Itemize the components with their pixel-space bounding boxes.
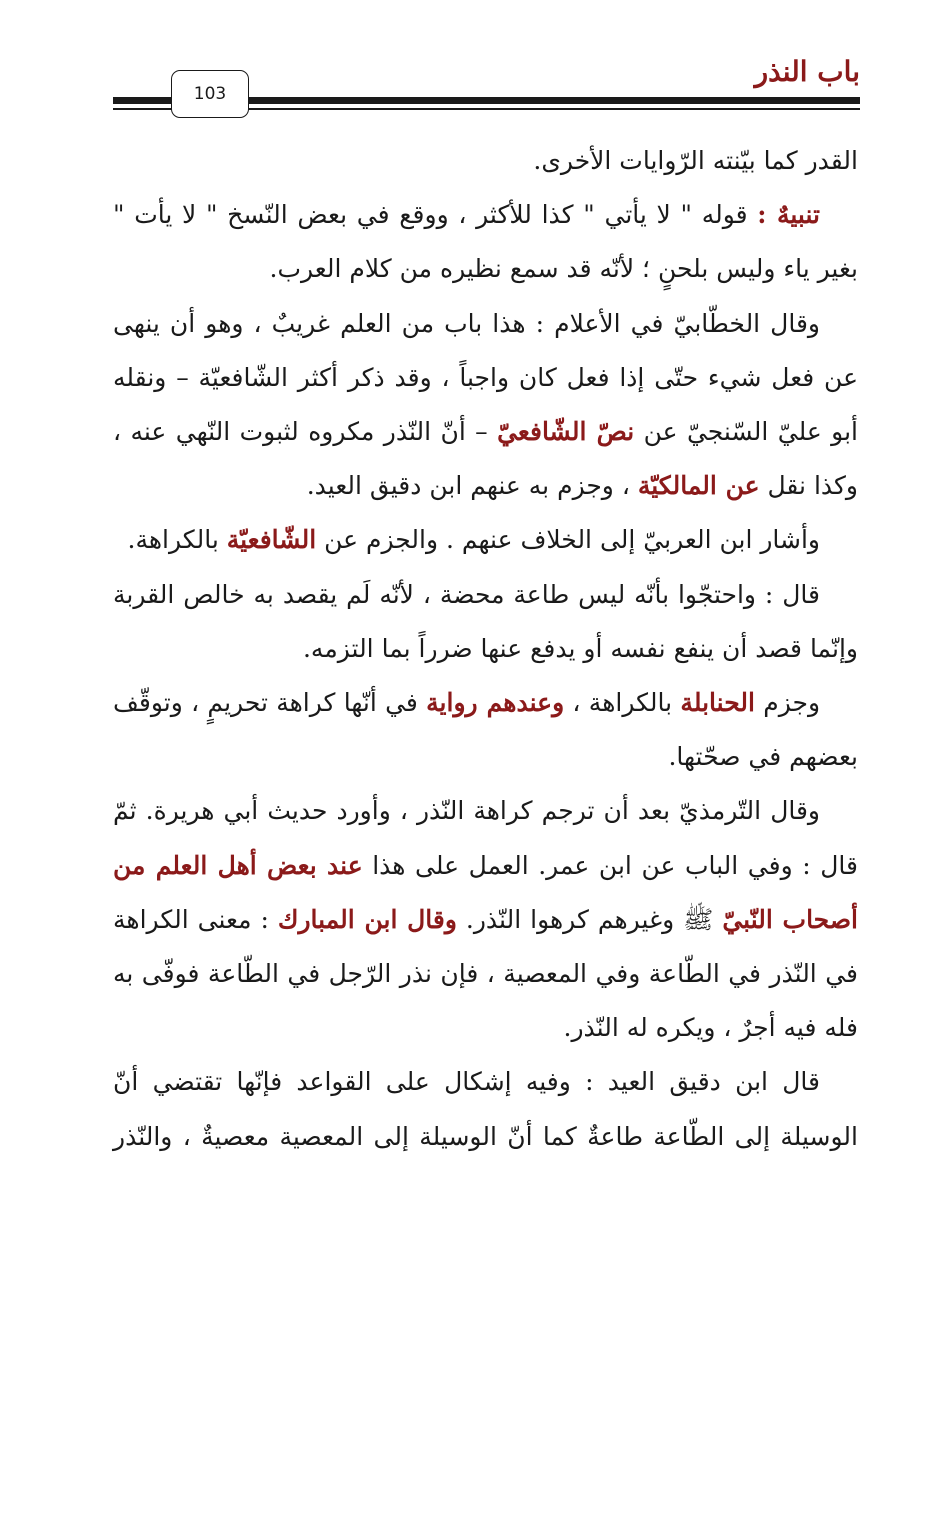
paragraph [113, 297, 858, 514]
paragraph [113, 513, 858, 567]
paragraph [113, 188, 858, 296]
text-run: – أنّ النّذر مكروه لثبوت النّهي عنه ، وكذا نقل [113, 417, 858, 501]
text-run: قال ابن دقيق العيد : وفيه إشكال على القواعد فإنّها تقتضي أنّ الوسيلة إلى الطّاعة طاعةٌ كما أنّ الوسيلة إلى المعصية معصيةٌ ، والنّذر [113, 1067, 858, 1151]
paragraph [113, 676, 858, 784]
highlighted-term: الحنابلة [680, 688, 755, 718]
highlighted-term: عن المالكيّة [637, 471, 760, 501]
text-run: وقال الخطّابيّ في الأعلام : هذا باب من العلم غريبٌ ، وهو أن ينهى عن فعل شيء حتّى إذا فعل كان واجباً ، وقد ذكر أكثر الشّافعيّة – ونقله أبو عليّ السّنجيّ عن [113, 308, 859, 447]
paragraph [113, 134, 858, 188]
highlighted-term: عند بعض أهل العلم من أصحاب النّبيّ [113, 850, 858, 934]
paragraph [113, 1055, 858, 1163]
text-run: القدر كما بيّنته الرّوايات الأخرى. [533, 146, 858, 175]
text-run: بالكراهة. [127, 525, 227, 555]
text-run: قوله " لا يأتي " كذا للأكثر ، ووقع في بعض النّسخ " لا يأت " بغير ياء وليس بلحنٍ ؛ لأنّه قد سمع نظيره من كلام العرب. [113, 200, 858, 284]
page-number: 103 [171, 70, 249, 118]
text-run: وأشار ابن العربيّ إلى الخلاف عنهم . والجزم عن [316, 525, 820, 555]
chapter-title: باب النذر [754, 55, 860, 88]
highlighted-term: نصّ الشّافعيّ [497, 417, 635, 447]
text-run: : معنى الكراهة في النّذر في الطّاعة وفي المعصية ، فإن نذر الرّجل في الطّاعة فوفّى به فله فيه أجرٌ ، ويكره له النّذر. [113, 904, 858, 1043]
highlighted-term: وعندهم رواية [426, 688, 565, 718]
highlighted-term: الشّافعيّة [226, 525, 317, 555]
paragraph [113, 568, 858, 676]
text-run: وقال التّرمذيّ بعد أن ترجم كراهة النّذر ، وأورد حديث أبي هريرة. ثمّ قال : وفي الباب عن ابن عمر. العمل على هذا [113, 796, 858, 880]
text-run: ، وجزم به عنهم ابن دقيق العيد. [306, 471, 638, 501]
text-run: ﷺ وغيرهم كرهوا النّذر. [456, 904, 723, 934]
text-run: وجزم [754, 688, 821, 718]
body-text [113, 134, 858, 1164]
paragraph [113, 784, 858, 1055]
page-header [0, 0, 945, 130]
highlighted-term: تنبيهٌ : [757, 200, 820, 230]
text-run: قال : واحتجّوا بأنّه ليس طاعة محضة ، لأنّه لَم يقصد به خالص القربة وإنّما قصد أن ينفع نفسه أو يدفع عنها ضرراً بما التزمه. [113, 579, 858, 663]
text-run: في أنّها كراهة تحريمٍ ، وتوقّف بعضهم في صحّتها. [113, 688, 858, 772]
text-run: بالكراهة ، [564, 688, 681, 718]
highlighted-term: وقال ابن المبارك [277, 904, 457, 934]
